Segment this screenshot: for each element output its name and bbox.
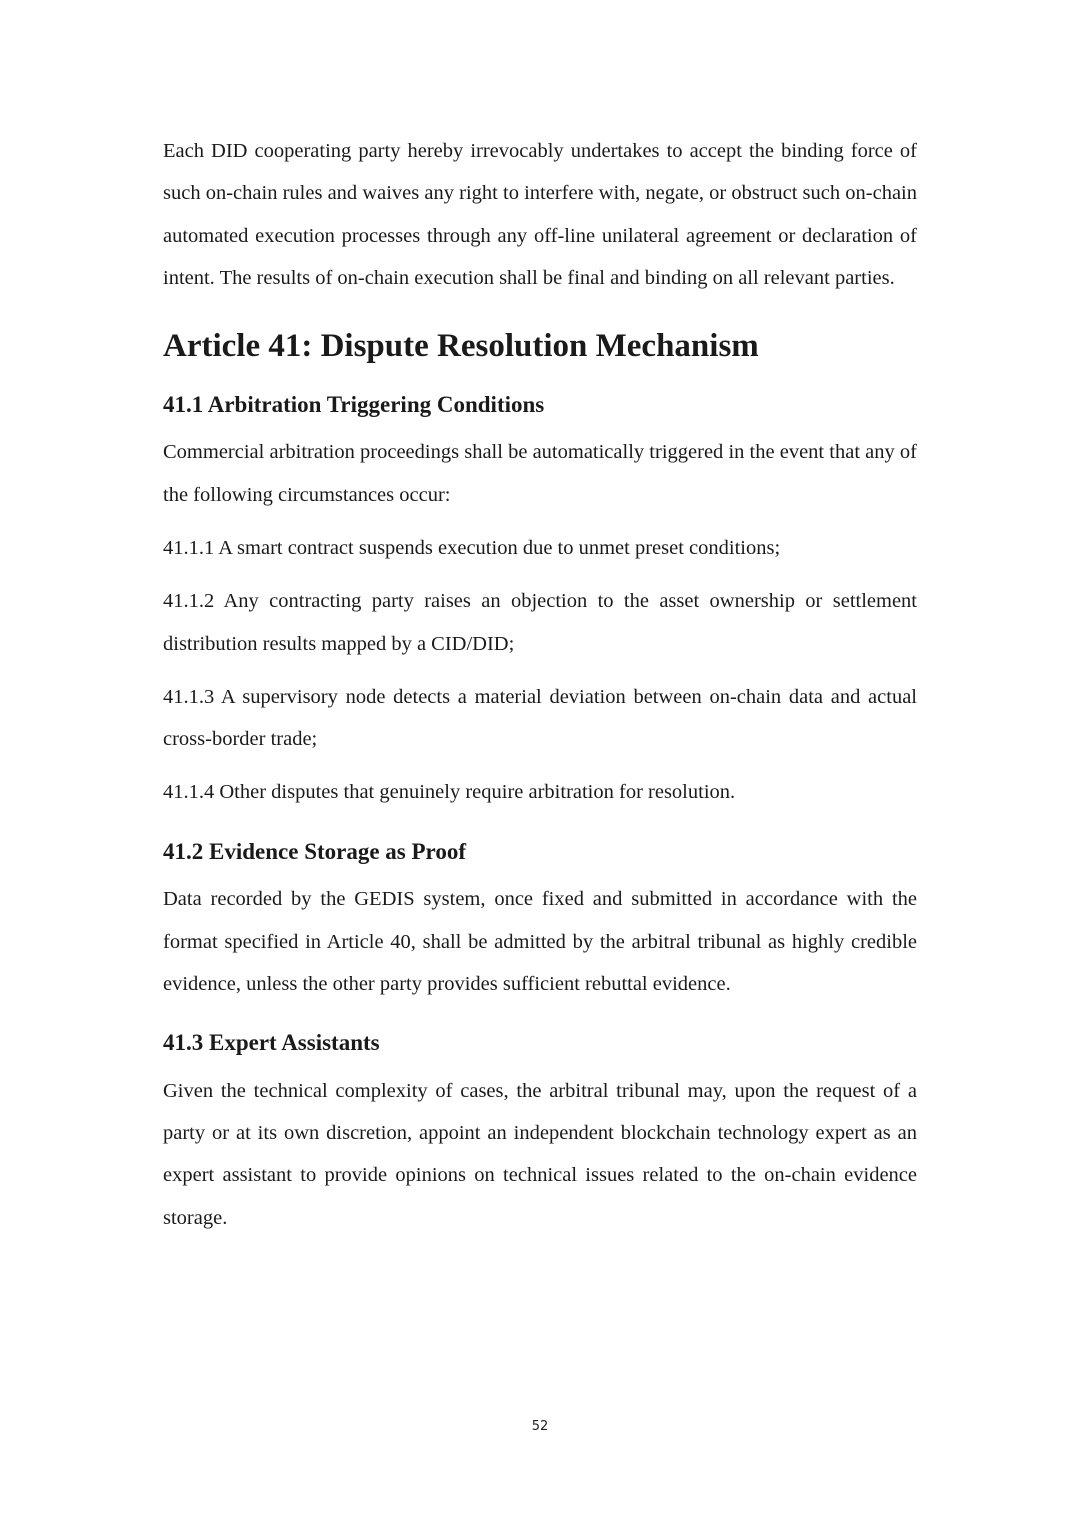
intro-paragraph: Each DID cooperating party hereby irrevocably undertakes to accept the binding force of such on-chain rules and waives any right to interfere with, negate, or obstruct such on-chain automated execution processes through any off-line unilateral agreement or declaration of intent. The results of on-chain execution shall be final and binding on all relevant parties. (163, 140, 917, 289)
list-item: 41.1.4 Other disputes that genuinely require arbitration for resolution. (163, 781, 736, 804)
section-body: Commercial arbitration proceedings shall be automatically triggered in the event that any of the following circumstances occur: (163, 441, 917, 506)
page-number: 52 (531, 1419, 549, 1434)
section-41-1 (163, 391, 917, 814)
section-41-3 (163, 1029, 917, 1239)
section-body: Data recorded by the GEDIS system, once fixed and submitted in accordance with the format specified in Article 40, shall be admitted by the arbitral tribunal as highly credible evidence, unless the other party provides sufficient rebuttal evidence. (163, 888, 917, 995)
list-item: 41.1.2 Any contracting party raises an objection to the asset ownership or settlement distribution results mapped by a CID/DID; (163, 590, 917, 655)
section-heading: 41.2 Evidence Storage as Proof (163, 838, 467, 864)
list-item: 41.1.1 A smart contract suspends execution due to unmet preset conditions; (163, 536, 781, 559)
section-heading: 41.1 Arbitration Triggering Conditions (163, 391, 545, 417)
document-page (163, 130, 917, 1239)
section-41-2 (163, 838, 917, 1005)
section-heading: 41.3 Expert Assistants (163, 1030, 380, 1056)
list-item: 41.1.3 A supervisory node detects a material deviation between on-chain data and actual cross-border trade; (163, 685, 917, 751)
section-body: Given the technical complexity of cases, the arbitral tribunal may, upon the request of a party or at its own discretion, appoint an independent blockchain technology expert as an expert assistant to provide opinions on technical issues related to the on-chain evidence storage. (163, 1079, 917, 1229)
article-title: Article 41: Dispute Resolution Mechanism (163, 328, 759, 365)
